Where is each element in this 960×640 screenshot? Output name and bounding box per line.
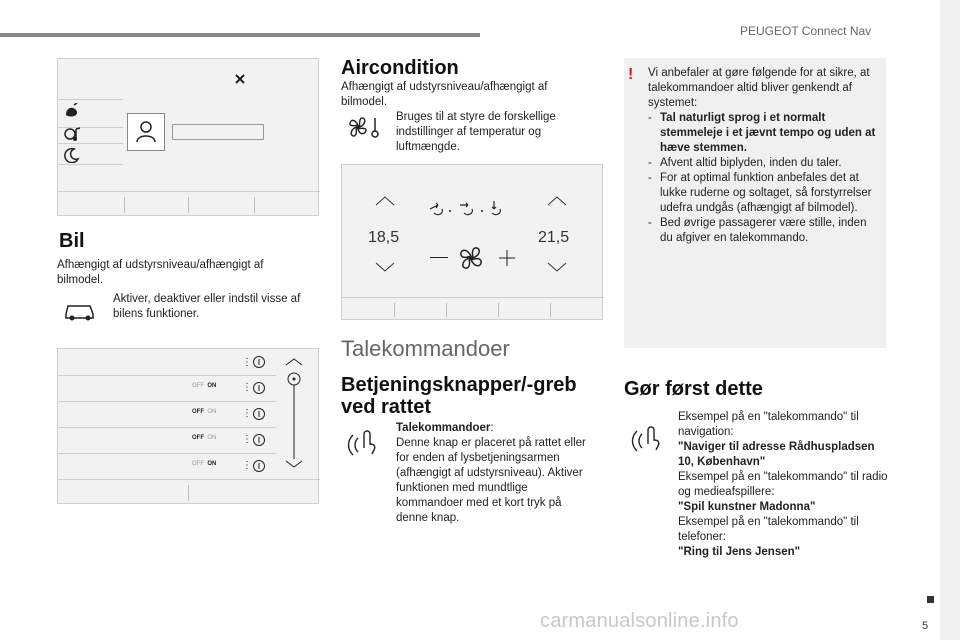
text-field <box>172 124 264 140</box>
warning-exclamation-icon: ! <box>628 66 634 83</box>
aircondition-heading: Aircondition <box>341 57 459 79</box>
tip-item-text: Bed øvrige passagerer være stille, inden du afgiver en talekommando. <box>660 217 867 244</box>
info-icon <box>252 433 266 447</box>
info-icon <box>252 381 266 395</box>
bullet-dash: - <box>648 112 652 124</box>
minus-icon <box>430 257 448 258</box>
label-colon: : <box>490 422 494 434</box>
temperature-right: 21,5 <box>538 229 570 246</box>
toggle-on-label: ON <box>207 461 217 467</box>
watermark: carmanualsonline.info <box>540 610 739 632</box>
aircondition-description: Afhængigt af udstyrsniveau/afhængigt af bilmodel. <box>341 81 548 108</box>
example-label: Eksempel på en "talekommando" til telefoner: <box>678 516 859 543</box>
tip-intro: Vi anbefaler at gøre følgende for at sikre, at talekommandoer altid bliver genkendt af systemet: <box>648 67 870 109</box>
tip-item <box>648 216 882 246</box>
bullet-dash: - <box>648 172 652 184</box>
aircondition-icon-description: Bruges til at styre de forskellige indstillinger af temperatur og luftmængde. <box>396 111 556 153</box>
bullet-dash: - <box>648 157 652 169</box>
tip-text <box>648 66 882 246</box>
more-icon: ⋮ <box>242 408 252 419</box>
example-command: "Spil kunstner Madonna" <box>678 501 816 513</box>
example-label: Eksempel på en "talekommando" til radio og medieafspillere: <box>678 471 888 498</box>
toggle-switch <box>192 461 216 467</box>
example-label: Eksempel på en "talekommando" til navigation: <box>678 411 859 438</box>
info-icon <box>252 355 266 369</box>
talekommandoer-description <box>396 421 586 526</box>
user-icon <box>128 114 164 150</box>
bullet-dash: - <box>648 217 652 229</box>
example-command: "Naviger til adresse Rådhuspladsen 10, København" <box>678 441 875 468</box>
moon-icon <box>64 147 80 163</box>
fan-icon <box>456 243 486 273</box>
toggle-off-label: OFF <box>192 461 204 467</box>
bil-description: Afhængigt af udstyrsniveau/afhængigt af bilmodel. <box>57 259 264 286</box>
more-icon: ⋮ <box>242 382 252 393</box>
toggle-off-label: OFF <box>192 409 204 415</box>
bil-icon-description: Aktiver, deaktiver eller indstil visse af bilens funktioner. <box>113 293 301 320</box>
example-command: "Ring til Jens Jensen" <box>678 546 801 558</box>
talekommandoer-label: Talekommandoer <box>396 422 491 434</box>
climate-screen-illustration <box>341 164 603 320</box>
info-icon <box>252 459 266 473</box>
tip-item <box>648 111 882 156</box>
voice-command-icon <box>628 420 662 452</box>
close-icon <box>234 73 246 85</box>
chevron-down-icon <box>546 261 568 273</box>
tip-item-text: Afvent altid biplyden, inden du taler. <box>660 157 842 169</box>
toggle-switch <box>192 383 216 389</box>
toggle-off-label: OFF <box>192 383 204 389</box>
settings-music-icon <box>62 125 82 143</box>
car-icon <box>62 298 98 322</box>
chevron-up-icon <box>374 195 396 207</box>
fan-temperature-icon <box>346 114 382 140</box>
header-rule <box>0 33 480 37</box>
first-steps-heading: Gør først dette <box>624 378 763 400</box>
more-icon: ⋮ <box>242 460 252 471</box>
scrollbar-icon <box>280 355 308 473</box>
page-number: 5 <box>922 620 929 632</box>
bil-settings-illustration <box>57 348 319 504</box>
tip-item-text: Tal naturligt sprog i et normalt stemmeleje i et jævnt tempo og uden at hæve stemmen. <box>660 112 876 154</box>
toggle-off-label: OFF <box>192 435 204 441</box>
talekommandoer-text: Denne knap er placeret på rattet eller for enden af lysbetjeningsarmen (afhængigt af udstyrsniveau). Aktiver funktionen med mundtlige kommandoer med et kort tryk på denne knap. <box>396 437 586 524</box>
examples-text <box>678 410 888 560</box>
tip-item <box>648 156 882 171</box>
air-distribution-icon <box>426 195 522 219</box>
user-profile-tile <box>127 113 165 151</box>
chevron-up-icon <box>546 195 568 207</box>
toggle-on-label: ON <box>207 435 217 441</box>
temperature-left: 18,5 <box>368 229 400 246</box>
continue-marker <box>927 596 934 603</box>
more-icon: ⋮ <box>242 357 252 368</box>
palette-icon <box>64 103 80 119</box>
header-title: PEUGEOT Connect Nav <box>740 24 872 38</box>
chevron-down-icon <box>374 261 396 273</box>
info-icon <box>252 407 266 421</box>
plus-icon <box>498 249 516 267</box>
toggle-switch <box>192 435 216 441</box>
page-edge-strip <box>940 0 960 640</box>
bil-heading: Bil <box>59 230 85 252</box>
voice-command-icon <box>344 424 378 456</box>
bil-screen-illustration <box>57 58 319 216</box>
toggle-on-label: ON <box>207 409 217 415</box>
toggle-on-label: ON <box>207 383 217 389</box>
steering-controls-heading: Betjeningsknapper/-greb ved rattet <box>341 374 577 418</box>
toggle-switch <box>192 409 216 415</box>
more-icon: ⋮ <box>242 434 252 445</box>
tip-item-text: For at optimal funktion anbefales det at lukke ruderne og soltaget, så forstyrrelser udefra undgås (afhængigt af bilmodel). <box>660 172 872 214</box>
tip-item <box>648 171 882 216</box>
talekommandoer-heading: Talekommandoer <box>341 336 510 361</box>
